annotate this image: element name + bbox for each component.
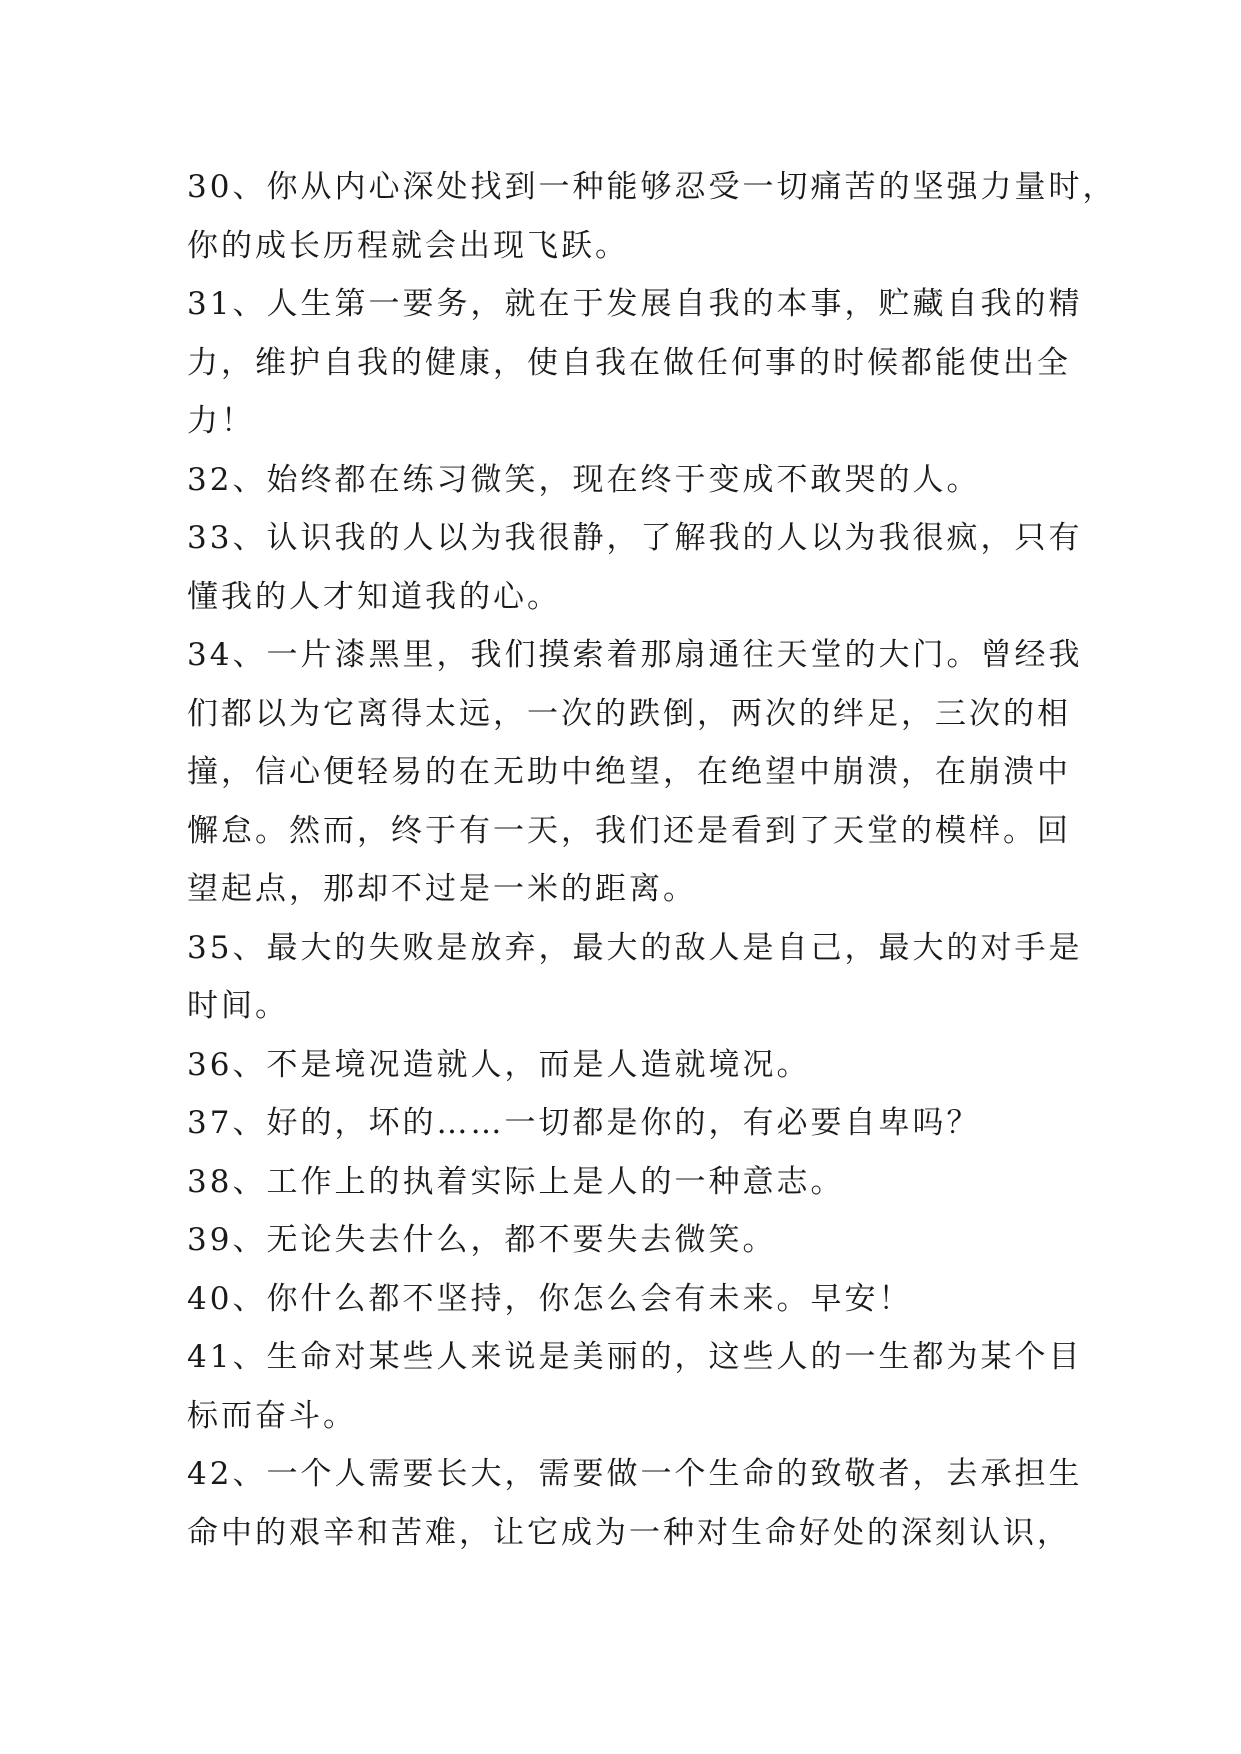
text-line: 36、不是境况造就人，而是人造就境况。 bbox=[187, 1046, 811, 1083]
text-line: 32、始终都在练习微笑，现在终于变成不敢哭的人。 bbox=[187, 461, 981, 498]
text-line: 37、好的，坏的……一切都是你的，有必要自卑吗？ bbox=[187, 1105, 981, 1141]
text-line: 望起点，那却不过是一米的距离。 bbox=[187, 871, 697, 907]
text-line: 39、无论失去什么，都不要失去微笑。 bbox=[187, 1222, 777, 1258]
text-line: 41、生命对某些人来说是美丽的，这些人的一生都为某个目 bbox=[187, 1339, 1083, 1375]
text-line: 命中的艰辛和苦难，让它成为一种对生命好处的深刻认识， bbox=[187, 1514, 1071, 1551]
text-line: 33、认识我的人以为我很静，了解我的人以为我很疯，只有 bbox=[187, 520, 1083, 556]
text-line: 们都以为它离得太远，一次的跌倒，两次的绊足，三次的相 bbox=[187, 695, 1071, 732]
text-line: 31、人生第一要务，就在于发展自我的本事，贮藏自我的精 bbox=[187, 286, 1083, 322]
text-line: 40、你什么都不坚持，你怎么会有未来。早安！ bbox=[187, 1280, 913, 1317]
text-line: 你的成长历程就会出现飞跃。 bbox=[187, 227, 629, 264]
text-line: 38、工作上的执着实际上是人的一种意志。 bbox=[187, 1163, 845, 1200]
text-line: 时间。 bbox=[187, 988, 289, 1024]
text-line: 懂我的人才知道我的心。 bbox=[187, 578, 561, 615]
text-line: 力，维护自我的健康，使自我在做任何事的时候都能使出全 bbox=[187, 344, 1071, 381]
text-line: 30、你从内心深处找到一种能够忍受一切痛苦的坚强力量时， bbox=[187, 169, 1117, 205]
text-line: 标而奋斗。 bbox=[187, 1397, 357, 1434]
text-line: 35、最大的失败是放弃，最大的敌人是自己，最大的对手是 bbox=[187, 929, 1083, 966]
document-body bbox=[187, 158, 1117, 1562]
text-line: 力！ bbox=[187, 403, 255, 439]
text-line: 撞，信心便轻易的在无助中绝望，在绝望中崩溃，在崩溃中 bbox=[187, 754, 1071, 790]
text-line: 34、一片漆黑里，我们摸索着那扇通往天堂的大门。曾经我 bbox=[187, 637, 1083, 673]
text-line: 懈怠。然而，终于有一天，我们还是看到了天堂的模样。回 bbox=[187, 812, 1071, 849]
text-line: 42、一个人需要长大，需要做一个生命的致敬者，去承担生 bbox=[187, 1456, 1083, 1492]
